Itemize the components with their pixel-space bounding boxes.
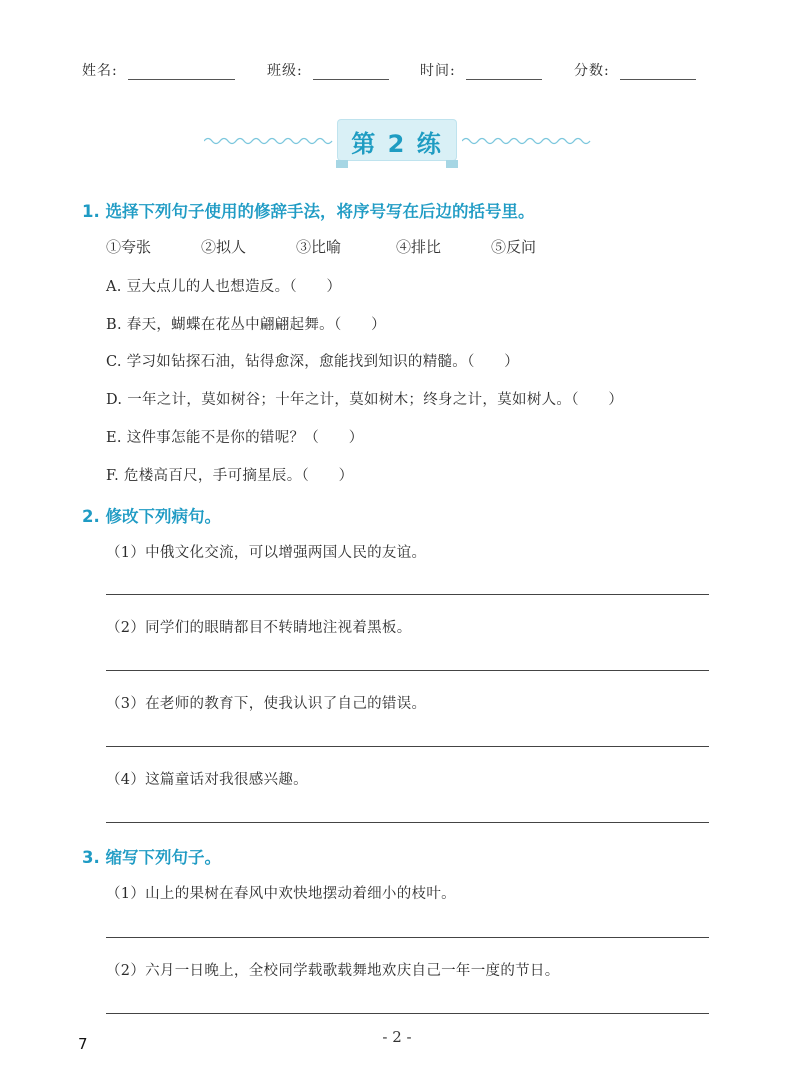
name-field[interactable]: [82, 60, 118, 80]
time-field[interactable]: [420, 60, 456, 80]
corner-number: 7: [78, 1035, 88, 1053]
title-banner: [0, 118, 794, 166]
question-item-d[interactable]: D. 一年之计，莫如树谷；十年之计，莫如树木；终身之计，莫如树人。（ ）: [106, 392, 624, 408]
sentence-item-2: （2）同学们的眼睛都目不转睛地注视着黑板。: [106, 620, 412, 636]
name-label: 姓名:: [82, 63, 118, 79]
question-item-c[interactable]: C. 学习如钻探石油，钻得愈深，愈能找到知识的精髓。（ ）: [106, 354, 520, 370]
sentence-item-3: （3）在老师的教育下，使我认识了自己的错误。: [106, 696, 427, 712]
option-1: ①夸张: [106, 238, 152, 256]
answer-line-4[interactable]: [106, 822, 709, 823]
score-blank[interactable]: [620, 79, 696, 80]
condense-item-1: （1）山上的果树在春风中欢快地摆动着细小的枝叶。: [106, 886, 456, 902]
score-label: 分数:: [574, 63, 610, 79]
title-fold-left: [336, 160, 348, 168]
question-item-a[interactable]: A. 豆大点儿的人也想造反。（ ）: [106, 279, 342, 295]
right-wave-decoration: [462, 134, 592, 148]
class-blank[interactable]: [313, 79, 389, 80]
question-item-f[interactable]: F. 危楼高百尺，手可摘星辰。（ ）: [106, 468, 354, 484]
sentence-item-1: （1）中俄文化交流，可以增强两国人民的友谊。: [106, 545, 427, 561]
option-5: ⑤反问: [491, 238, 537, 256]
question-item-b[interactable]: B. 春天，蝴蝶在花丛中翩翩起舞。（ ）: [106, 317, 386, 333]
answer-line-2[interactable]: [106, 670, 709, 671]
time-blank[interactable]: [466, 79, 542, 80]
time-label: 时间:: [420, 63, 456, 79]
page-title: 第 2 练: [351, 130, 443, 158]
sentence-item-4: （4）这篇童话对我很感兴趣。: [106, 772, 308, 788]
section1-heading: 1. 选择下列句子使用的修辞手法，将序号写在后边的括号里。: [82, 202, 535, 221]
page-number: - 2 -: [382, 1028, 412, 1046]
option-3: ③比喻: [296, 238, 342, 256]
student-info-header: [82, 60, 702, 84]
title-box: [338, 120, 456, 160]
section2-heading: 2. 修改下列病句。: [82, 507, 221, 526]
answer-line-3[interactable]: [106, 746, 709, 747]
answer-line-5[interactable]: [106, 937, 709, 938]
class-field[interactable]: [267, 60, 303, 80]
answer-line-1[interactable]: [106, 594, 709, 595]
section3-heading: 3. 缩写下列句子。: [82, 848, 221, 867]
question-item-e[interactable]: E. 这件事怎能不是你的错呢？（ ）: [106, 430, 364, 446]
answer-line-6[interactable]: [106, 1013, 709, 1014]
left-wave-decoration: [204, 134, 334, 148]
option-4: ④排比: [396, 238, 442, 256]
condense-item-2: （2）六月一日晚上，全校同学载歌载舞地欢庆自己一年一度的节日。: [106, 963, 560, 979]
option-2: ②拟人: [201, 238, 247, 256]
name-blank[interactable]: [128, 79, 235, 80]
score-field[interactable]: [574, 60, 610, 80]
title-fold-right: [446, 160, 458, 168]
class-label: 班级:: [267, 63, 303, 79]
